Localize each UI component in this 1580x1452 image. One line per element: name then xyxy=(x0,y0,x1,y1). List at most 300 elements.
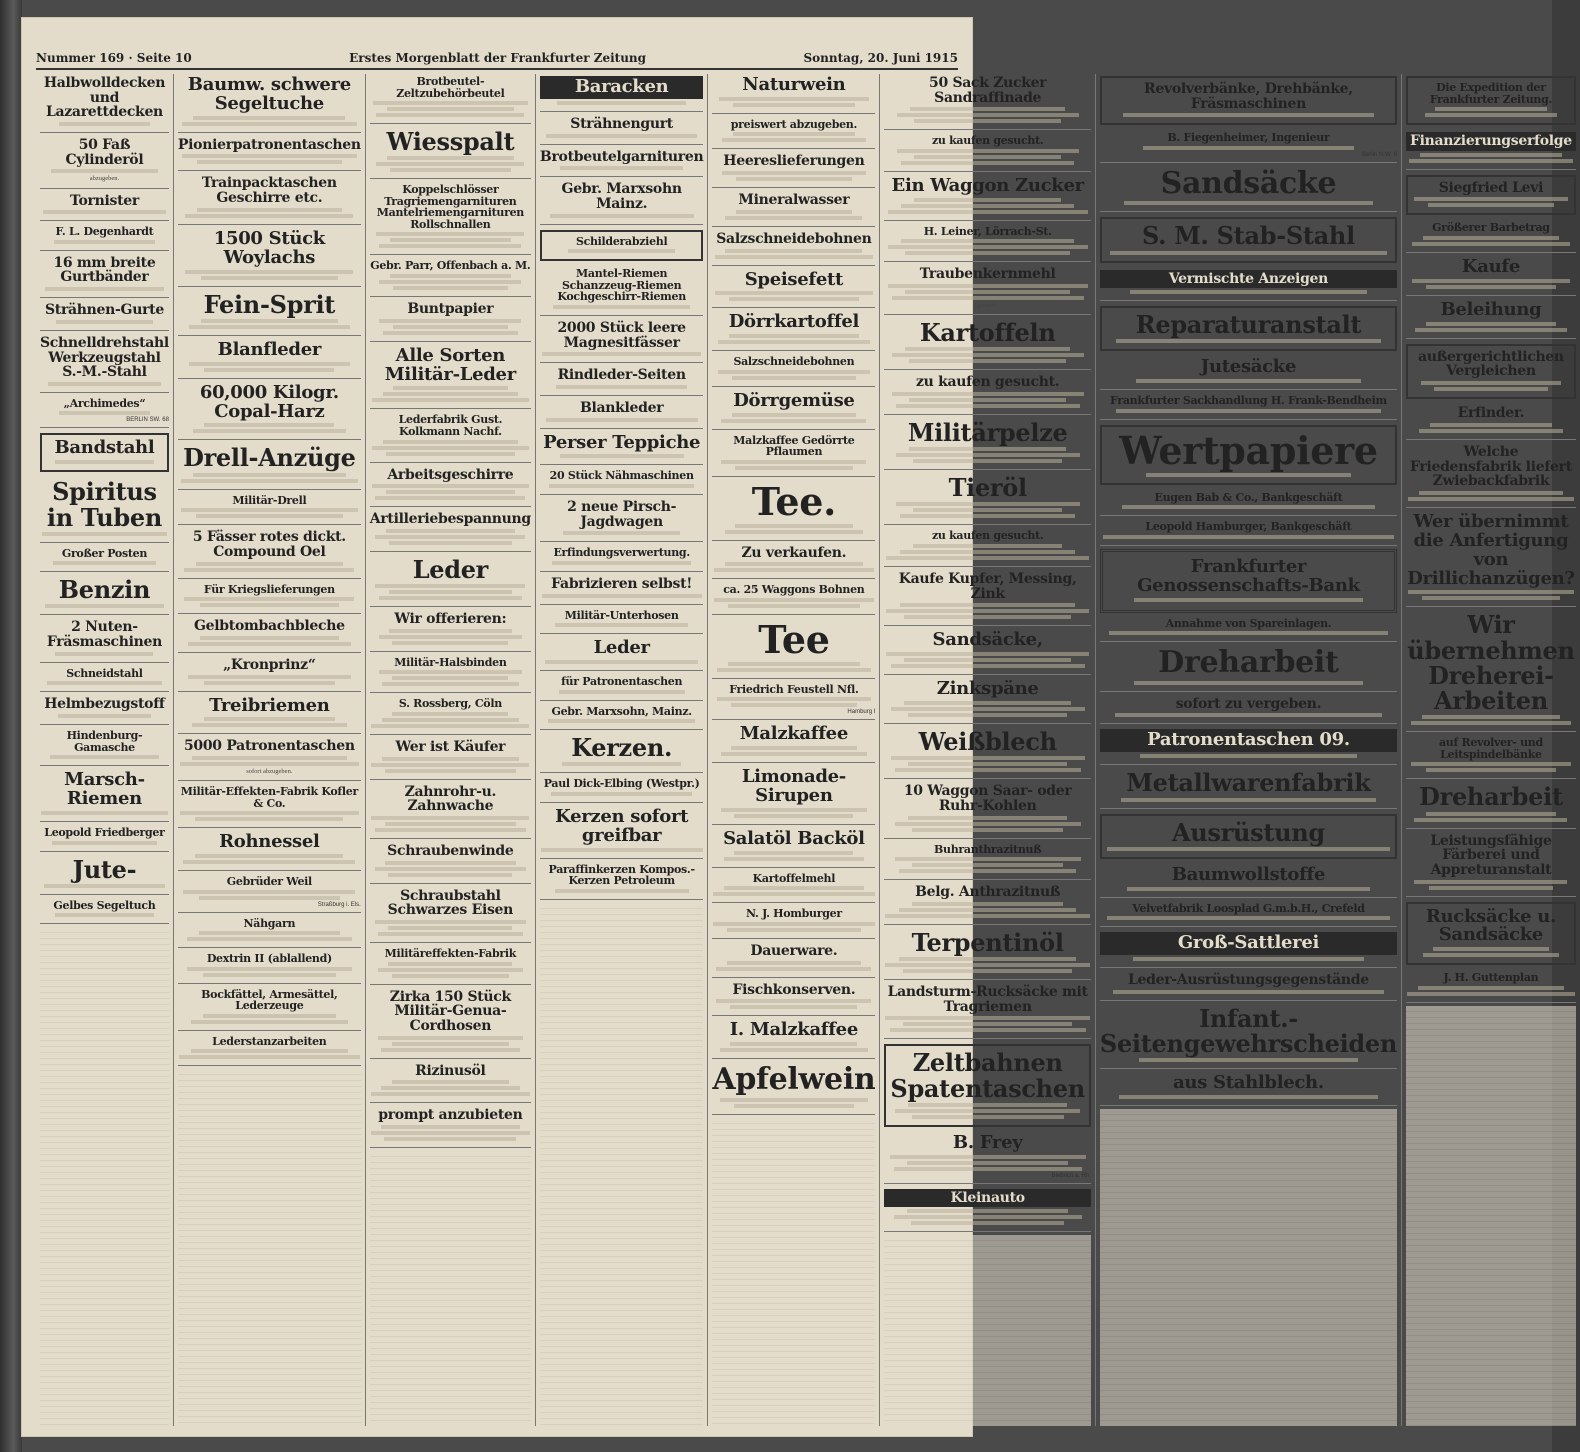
ad-headline: Mineralwasser xyxy=(738,192,850,209)
small-print-line xyxy=(563,531,681,535)
advertisement xyxy=(1100,519,1397,546)
ad-footer: Hamburg I xyxy=(847,709,876,716)
small-print-line xyxy=(383,440,518,444)
small-print-line xyxy=(900,550,1076,554)
ad-headline: Militär-Drell xyxy=(232,493,307,507)
small-print-line xyxy=(381,1086,520,1090)
advertisement xyxy=(884,727,1091,779)
ad-headline: Reparaturanstalt xyxy=(1135,310,1362,340)
small-print-line xyxy=(1434,387,1548,391)
small-print-line xyxy=(900,603,1076,607)
ad-headline: Drell-Anzüge xyxy=(183,443,356,473)
advertisement xyxy=(1100,971,1397,1001)
ad-headline: Dauerware. xyxy=(750,943,838,960)
ad-headline: Pionierpatronentaschen xyxy=(177,136,361,153)
ad-headline: 1500 Stück Woylachs xyxy=(213,227,325,268)
ad-headline: Die Expedition der Frankfurter Zeitung. xyxy=(1429,81,1553,106)
small-print-line xyxy=(1143,146,1354,150)
ad-headline: Perser Teppiche xyxy=(543,431,701,453)
small-print-line xyxy=(59,411,151,415)
small-print-line xyxy=(714,598,874,602)
advertisement xyxy=(40,618,169,662)
ad-headline: Bockfättel, Armesättel, Lederzeuge xyxy=(201,987,338,1013)
advertisement xyxy=(370,738,531,780)
advertisement xyxy=(884,570,1091,626)
ad-footer: Straßburg i. Els. xyxy=(317,901,361,908)
advertisement xyxy=(370,300,531,342)
advertisement xyxy=(712,981,875,1017)
small-print-line xyxy=(736,210,852,214)
small-print-line xyxy=(1146,473,1351,477)
small-print-line xyxy=(388,962,512,966)
small-print-line xyxy=(559,690,685,694)
small-print-line xyxy=(724,886,864,890)
small-print-line xyxy=(719,97,869,101)
ad-headline: Größerer Barbetrag xyxy=(1432,221,1550,235)
small-print-line xyxy=(193,429,347,433)
advertisement xyxy=(540,733,703,773)
small-print-line xyxy=(371,763,529,767)
small-print-line xyxy=(1412,242,1570,246)
small-print-line xyxy=(913,508,1062,512)
small-print-line xyxy=(731,703,857,707)
ad-headline: Bandstahl xyxy=(54,437,155,459)
small-print-line xyxy=(197,160,341,164)
ad-headline: Buntpapier xyxy=(407,301,494,318)
advertisement xyxy=(540,806,703,859)
ad-headline: Paul Dick-Elbing (Westpr.) xyxy=(543,777,700,791)
small-print-line xyxy=(204,423,334,427)
advertisement xyxy=(178,987,361,1031)
advertisement xyxy=(540,230,703,262)
small-print-line xyxy=(1422,715,1560,719)
advertisement xyxy=(712,117,875,150)
small-print-line xyxy=(47,681,162,685)
small-print-line xyxy=(1411,762,1571,766)
small-print-line xyxy=(1407,992,1575,996)
column-filler xyxy=(1406,1006,1576,1426)
small-print-line xyxy=(379,670,522,674)
ad-headline: Friedrich Feustell Nfl. xyxy=(729,682,859,696)
small-print-line xyxy=(1419,429,1563,433)
small-print-line xyxy=(904,701,1071,705)
advertisement xyxy=(884,1044,1091,1126)
ad-headline: 16 mm breite Gurtbänder xyxy=(53,254,156,286)
small-print-line xyxy=(722,171,865,175)
small-print-line xyxy=(908,762,1067,766)
small-print-line xyxy=(52,841,156,845)
advertisement xyxy=(1100,695,1397,725)
advertisement xyxy=(1100,616,1397,643)
small-print-line xyxy=(734,814,853,818)
advertisement xyxy=(1100,356,1397,390)
advertisement xyxy=(40,769,169,822)
advertisement xyxy=(884,782,1091,838)
small-print-line xyxy=(181,508,358,512)
advertisement xyxy=(40,396,169,429)
ad-headline: Zu verkaufen. xyxy=(741,544,847,561)
ad-headline: S. Rossberg, Cöln xyxy=(398,697,502,711)
small-print-line xyxy=(735,524,852,528)
advertisement xyxy=(370,466,531,508)
small-print-line xyxy=(55,913,154,917)
advertisement xyxy=(540,319,703,363)
ad-body: gesucht. xyxy=(976,302,999,310)
small-print-line xyxy=(721,460,866,464)
column-2 xyxy=(174,74,366,1426)
advertisement xyxy=(178,528,361,578)
ad-headline: Baumwollstoffe xyxy=(1171,863,1326,885)
advertisement xyxy=(1406,832,1576,897)
advertisement xyxy=(1406,130,1576,170)
advertisement xyxy=(370,842,531,884)
small-print-line xyxy=(715,291,873,295)
advertisement xyxy=(884,528,1091,567)
small-print-line xyxy=(375,867,526,871)
advertisement xyxy=(178,831,361,871)
ad-headline: Kerzen. xyxy=(571,733,673,763)
advertisement xyxy=(1100,768,1397,808)
small-print-line xyxy=(185,270,353,274)
small-print-line xyxy=(59,122,149,126)
advertisement xyxy=(370,696,531,735)
column-filler xyxy=(1100,1109,1397,1426)
small-print-line xyxy=(58,714,151,718)
ad-headline: Kartoffelmehl xyxy=(752,871,836,885)
small-print-line xyxy=(193,116,345,120)
small-print-line xyxy=(1408,590,1575,594)
small-print-line xyxy=(553,305,690,309)
ad-headline: Wiesspalt xyxy=(386,127,515,157)
advertisement xyxy=(712,311,875,351)
small-print-line xyxy=(725,249,862,253)
small-print-line xyxy=(200,636,339,640)
advertisement xyxy=(884,473,1091,525)
small-print-line xyxy=(725,562,864,566)
small-print-line xyxy=(379,280,521,284)
ad-headline: Limonade-Sirupen xyxy=(741,766,846,807)
small-print-line xyxy=(189,325,350,329)
ad-headline: Fabrizieren selbst! xyxy=(551,575,693,592)
ad-headline: Weißblech xyxy=(918,727,1057,757)
small-print-line xyxy=(905,290,1070,294)
advertisement xyxy=(712,480,875,541)
column-8 xyxy=(1402,74,1580,1426)
advertisement xyxy=(712,682,875,721)
advertisement xyxy=(178,617,361,653)
small-print-line xyxy=(385,822,516,826)
column-6 xyxy=(880,74,1096,1426)
advertisement xyxy=(712,269,875,309)
small-print-line xyxy=(717,697,870,701)
small-print-line xyxy=(1414,197,1567,201)
ad-headline: Dreharbeit xyxy=(1158,645,1339,681)
small-print-line xyxy=(552,561,691,565)
small-print-line xyxy=(389,541,511,545)
ad-headline: Fein-Sprit xyxy=(203,289,336,319)
advertisement xyxy=(1100,217,1397,262)
small-print-line xyxy=(557,101,686,105)
advertisement xyxy=(1100,864,1397,898)
ad-headline: Gebr. Marxsohn Mainz. xyxy=(561,181,682,212)
ad-headline: Schraubstahl Schwarzes Eisen xyxy=(387,887,514,919)
column-5 xyxy=(708,74,880,1426)
small-print-line xyxy=(1134,598,1363,602)
small-print-line xyxy=(913,459,1062,463)
small-print-line xyxy=(203,1014,337,1018)
column-filler xyxy=(370,1151,531,1426)
ad-headline: prompt anzubieten xyxy=(378,1107,523,1124)
advertisement xyxy=(540,637,703,671)
ad-headline: Infant.-Seitengewehrscheiden xyxy=(1099,1003,1397,1058)
advertisement xyxy=(540,862,703,900)
ad-headline: zu kaufen gesucht. xyxy=(916,374,1060,391)
small-print-line xyxy=(551,792,692,796)
small-print-line xyxy=(389,629,511,633)
small-print-line xyxy=(730,1042,857,1046)
ad-headline: Salzschneidebohnen xyxy=(733,355,855,369)
small-print-line xyxy=(1121,798,1376,802)
small-print-line xyxy=(389,590,511,594)
ad-headline: Kartoffeln xyxy=(919,318,1056,348)
small-print-line xyxy=(188,642,351,646)
advertisement xyxy=(712,433,875,477)
small-print-line xyxy=(1107,916,1389,920)
advertisement xyxy=(40,728,169,766)
ad-headline: 5000 Patronentaschen xyxy=(183,738,355,755)
small-print-line xyxy=(375,828,526,832)
advertisement xyxy=(178,582,361,615)
small-print-line xyxy=(196,514,342,518)
advertisement xyxy=(178,1034,361,1067)
small-print-line xyxy=(556,385,687,389)
ad-headline: Naturwein xyxy=(742,74,846,95)
small-print-line xyxy=(909,359,1066,363)
ad-headline: I. Malzkaffee xyxy=(729,1019,858,1041)
ad-headline: Leder xyxy=(593,637,650,659)
small-print-line xyxy=(378,1036,523,1040)
small-print-line xyxy=(550,214,694,218)
advertisement xyxy=(370,655,531,694)
small-print-line xyxy=(195,817,343,821)
ad-headline: Zirka 150 Stück Militär-Genua-Cordhosen xyxy=(389,988,511,1034)
small-print-line xyxy=(386,452,515,456)
masthead-center: Erstes Morgenblatt der Frankfurter Zeitung xyxy=(349,51,647,65)
small-print-line xyxy=(378,968,523,972)
small-print-line xyxy=(185,214,353,218)
ad-headline: B. Frey xyxy=(952,1131,1023,1153)
small-print-line xyxy=(1426,768,1557,772)
ad-headline: Schilderabziehl xyxy=(575,234,668,248)
small-print-line xyxy=(886,556,1088,560)
small-print-line xyxy=(191,1049,348,1053)
advertisement xyxy=(178,874,361,913)
advertisement xyxy=(712,766,875,825)
ad-headline: Tornister xyxy=(69,192,139,209)
advertisement xyxy=(40,898,169,925)
small-print-line xyxy=(1426,285,1555,289)
small-print-line xyxy=(181,479,358,483)
small-print-line xyxy=(392,1042,510,1046)
advertisement xyxy=(884,418,1091,470)
small-print-line xyxy=(1127,887,1371,891)
small-print-line xyxy=(183,860,355,864)
advertisement xyxy=(40,477,169,542)
small-print-line xyxy=(41,811,167,815)
small-print-line xyxy=(897,149,1079,153)
advertisement xyxy=(1100,268,1397,302)
advertisement xyxy=(540,180,703,224)
ad-headline: Dörrgemüse xyxy=(733,389,855,411)
ad-headline: Strähnen-Gurte xyxy=(44,302,164,319)
advertisement xyxy=(40,825,169,852)
small-print-line xyxy=(204,717,336,721)
advertisement xyxy=(540,498,703,542)
advertisement xyxy=(1406,902,1576,966)
advertisement xyxy=(370,127,531,179)
small-print-line xyxy=(718,370,870,374)
small-print-line xyxy=(1414,880,1567,884)
advertisement xyxy=(370,783,531,839)
ad-headline: B. Fiegenheimer, Ingenieur xyxy=(1167,131,1330,145)
advertisement xyxy=(1100,306,1397,351)
small-print-line xyxy=(885,1016,1089,1020)
ad-headline: zu kaufen gesucht. xyxy=(931,134,1044,148)
advertisement xyxy=(370,182,531,255)
ad-headline: Belg. Anthrazitnuß xyxy=(915,884,1061,901)
ad-headline: Fischkonserven. xyxy=(732,981,856,998)
small-print-line xyxy=(187,967,352,971)
ad-headline: Kaufe xyxy=(1461,256,1520,278)
ad-headline: Strähnengurt xyxy=(570,115,673,132)
small-print-line xyxy=(1428,203,1554,207)
ad-headline: Wertpapiere xyxy=(1119,427,1378,473)
ad-headline: Wir übernehmen Dreherei-Arbeiten xyxy=(1407,610,1575,716)
advertisement xyxy=(712,544,875,580)
small-print-line xyxy=(718,340,870,344)
advertisement xyxy=(1100,76,1397,125)
advertisement xyxy=(712,828,875,868)
small-print-line xyxy=(914,198,1061,202)
small-print-line xyxy=(914,155,1061,159)
small-print-line xyxy=(1411,721,1571,725)
column-filler xyxy=(178,1069,361,1426)
advertisement xyxy=(1406,735,1576,779)
small-print-line xyxy=(191,1020,348,1024)
small-print-line xyxy=(1435,107,1547,111)
small-print-line xyxy=(1119,1095,1377,1099)
advertisement xyxy=(370,946,531,985)
small-print-line xyxy=(733,103,855,107)
advertisement xyxy=(178,74,361,133)
small-print-line xyxy=(728,604,860,608)
advertisement xyxy=(712,871,875,904)
small-print-line xyxy=(1136,379,1362,383)
advertisement xyxy=(370,1106,531,1148)
ad-headline: auf Revolver- und Leitspindelbänke xyxy=(1438,736,1543,761)
advertisement xyxy=(370,610,531,652)
column-filler xyxy=(540,903,703,1426)
ad-headline: Lederstanzarbeiten xyxy=(212,1034,327,1048)
small-print-line xyxy=(390,274,511,278)
advertisement xyxy=(540,266,703,316)
advertisement xyxy=(40,192,169,222)
small-print-line xyxy=(899,908,1077,912)
small-print-line xyxy=(375,535,525,539)
ad-headline: Blanfleder xyxy=(217,338,322,360)
advertisement xyxy=(40,136,169,189)
advertisement xyxy=(884,373,1091,415)
small-print-line xyxy=(55,652,153,656)
small-print-line xyxy=(1414,818,1567,822)
small-print-line xyxy=(376,232,524,236)
small-print-line xyxy=(200,603,339,607)
advertisement xyxy=(1100,1004,1397,1069)
small-print-line xyxy=(183,890,355,894)
small-print-line xyxy=(903,969,1072,973)
ad-headline: „Archimedes“ xyxy=(63,396,146,410)
small-print-line xyxy=(386,490,515,494)
advertisement xyxy=(1100,393,1397,420)
advertisement xyxy=(1406,970,1576,1003)
ad-headline: Terpentinöl xyxy=(911,927,1064,957)
newspaper-page xyxy=(22,18,1575,1436)
small-print-line xyxy=(722,138,865,142)
small-print-line xyxy=(892,296,1084,300)
advertisement xyxy=(540,399,703,429)
ad-headline: Jute- xyxy=(72,854,137,884)
small-print-line xyxy=(388,926,512,930)
ad-footer: BERLIN SW. 68 xyxy=(126,417,169,424)
advertisement xyxy=(884,74,1091,130)
small-print-line xyxy=(386,529,515,533)
small-print-line xyxy=(381,1125,520,1129)
small-print-line xyxy=(189,362,350,366)
small-print-line xyxy=(1107,847,1389,851)
advertisement xyxy=(540,704,703,731)
ad-headline: Erfindungsverwertung. xyxy=(553,546,690,560)
small-print-line xyxy=(549,484,694,488)
small-print-line xyxy=(373,101,528,105)
small-print-line xyxy=(897,113,1079,117)
small-print-line xyxy=(560,454,684,458)
small-print-line xyxy=(385,861,516,865)
ad-headline: Traubenkernmehl xyxy=(919,266,1056,283)
small-print-line xyxy=(891,707,1085,711)
ad-headline: Halbwolldecken und Lazarettdecken xyxy=(43,75,166,121)
advertisement xyxy=(40,224,169,251)
ad-headline: Revolverbänke, Drehbänke, Fräsmaschinen xyxy=(1144,81,1353,112)
advertisement xyxy=(1406,443,1576,508)
small-print-line xyxy=(1415,328,1566,332)
small-print-line xyxy=(910,107,1065,111)
small-print-line xyxy=(732,413,856,417)
advertisement xyxy=(712,723,875,763)
small-print-line xyxy=(1134,681,1363,685)
ad-headline: Rohnessel xyxy=(219,831,320,853)
ad-headline: 60,000 Kilogr. Copal-Harz xyxy=(199,381,339,422)
advertisement xyxy=(40,334,169,393)
small-print-line xyxy=(379,244,521,248)
small-print-line xyxy=(187,937,352,941)
masthead xyxy=(36,48,958,70)
ad-headline: aus Stahlblech. xyxy=(1173,1072,1324,1094)
small-print-line xyxy=(50,755,160,759)
small-print-line xyxy=(375,584,525,588)
small-print-line xyxy=(379,596,522,600)
ad-headline: Militär-Halsbinden xyxy=(394,655,507,669)
small-print-line xyxy=(371,816,529,820)
